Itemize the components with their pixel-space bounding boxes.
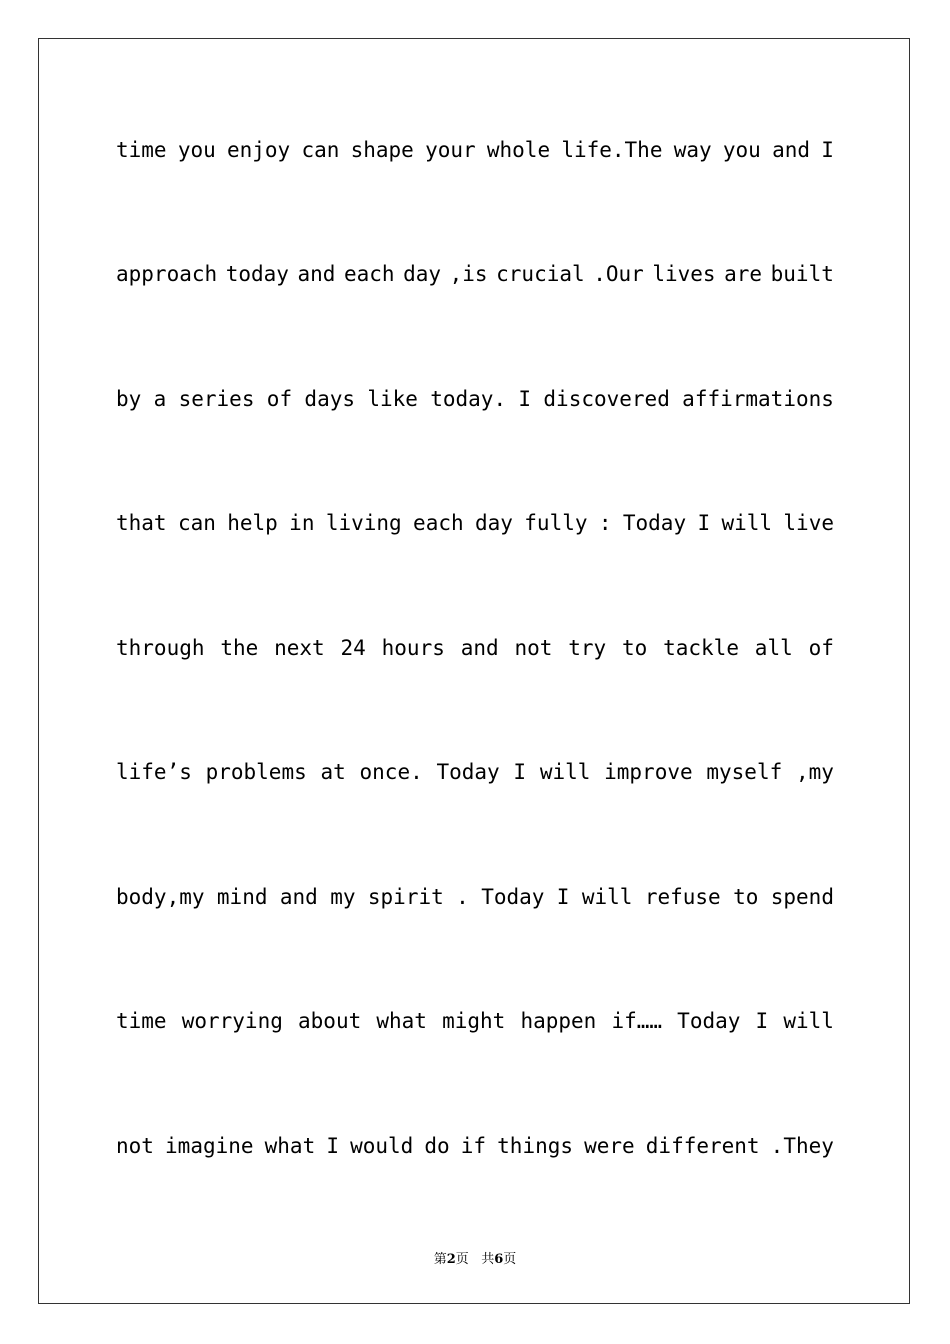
- page-total-suffix: 页: [503, 1252, 517, 1267]
- text-line-6: life’s problems at once. Today I will improve myself ,my: [116, 760, 834, 784]
- page-number-suffix: 页: [455, 1252, 469, 1267]
- page-total-prefix: 共: [481, 1252, 495, 1267]
- text-line-4: that can help in living each day fully : Today I will live: [116, 511, 834, 535]
- text-line-5: through the next 24 hours and not try to tackle all of: [116, 636, 834, 660]
- page-number-current: 2: [446, 1252, 456, 1267]
- text-line-7: body,my mind and my spirit . Today I will refuse to spend: [116, 885, 834, 909]
- page-footer: [0, 1248, 950, 1267]
- page-border: [38, 38, 910, 1304]
- page-total: 6: [494, 1252, 504, 1267]
- page-number-prefix: 第: [433, 1252, 447, 1267]
- text-line-8: time worrying about what might happen if…… Today I will: [116, 1009, 834, 1033]
- text-line-2: approach today and each day ,is crucial .Our lives are built: [116, 262, 834, 286]
- text-line-1: time you enjoy can shape your whole life.The way you and I: [116, 138, 834, 162]
- text-line-3: by a series of days like today. I discovered affirmations: [116, 387, 834, 411]
- text-line-9: not imagine what I would do if things were different .They: [116, 1134, 834, 1158]
